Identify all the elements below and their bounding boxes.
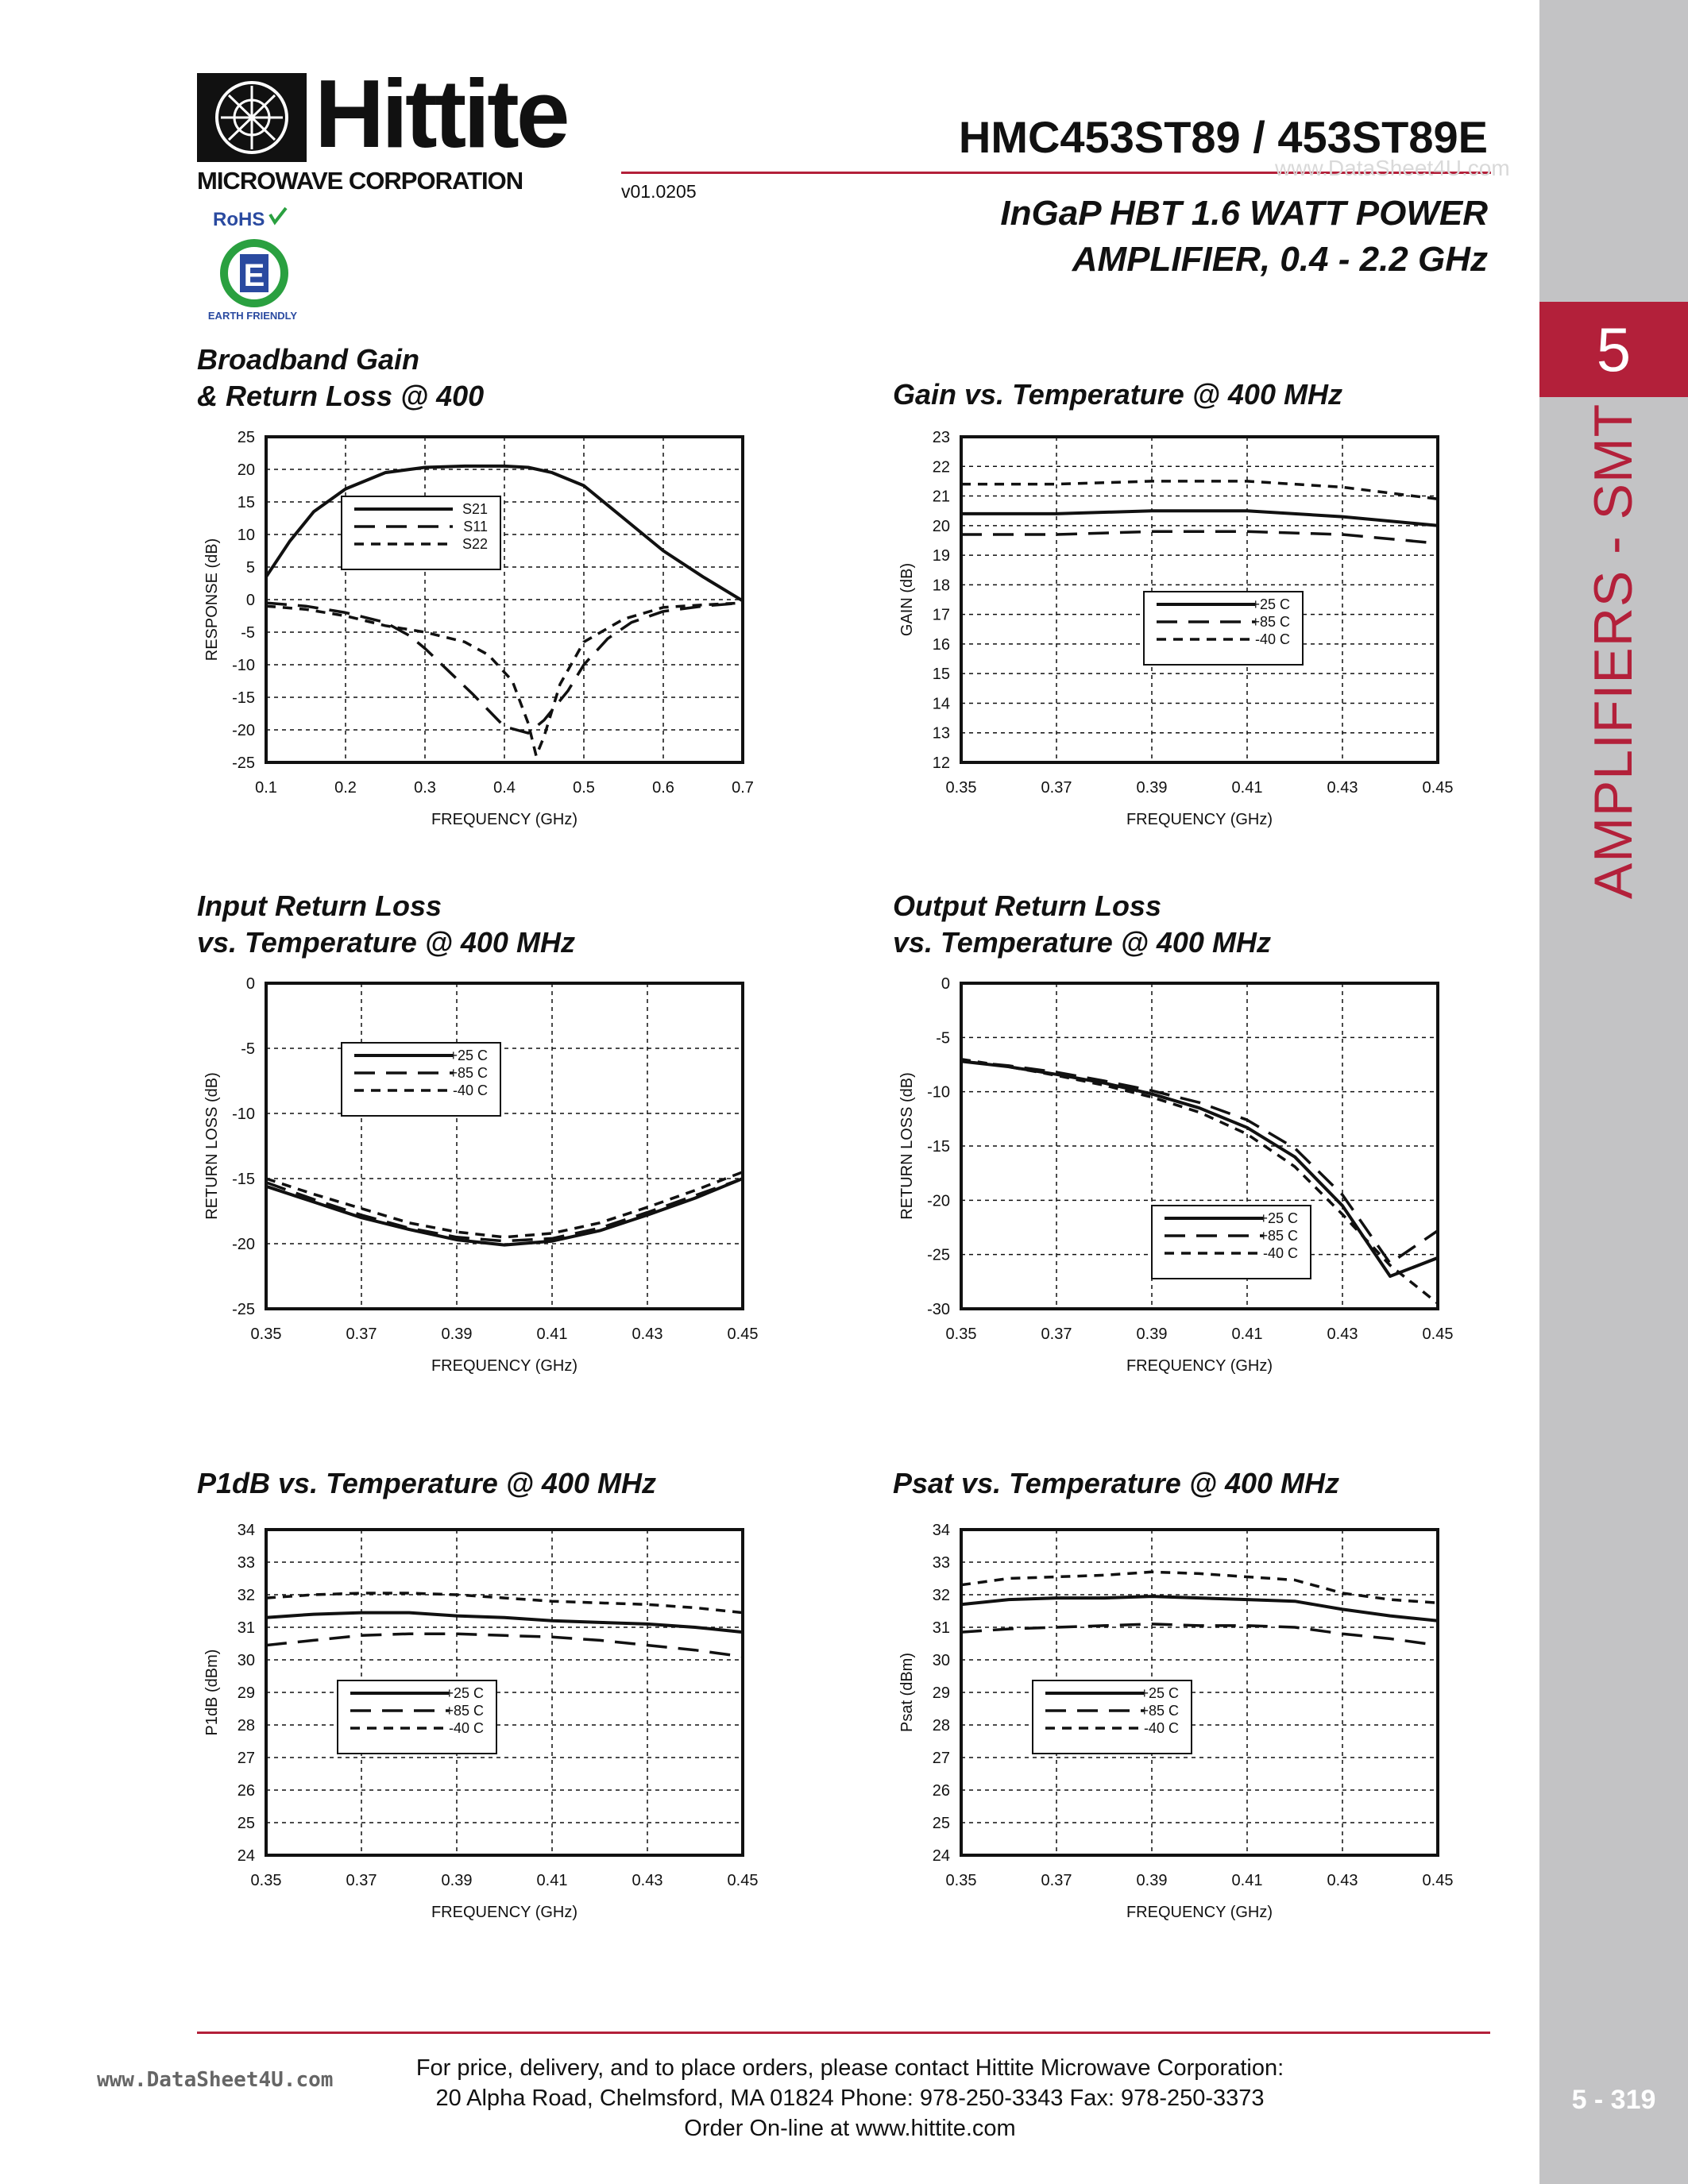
- y-tick-label: 27: [932, 1750, 950, 1767]
- series-line: [266, 1634, 743, 1657]
- chart-title-line: Broadband Gain: [197, 343, 420, 376]
- x-tick-label: 0.4: [493, 779, 516, 797]
- y-tick-label: 21: [932, 488, 950, 506]
- y-tick-label: 28: [932, 1717, 950, 1734]
- x-tick-label: 0.41: [536, 1325, 568, 1343]
- x-tick-label: 0.3: [414, 779, 436, 797]
- rohs-caption: EARTH FRIENDLY: [207, 310, 298, 322]
- legend-label: +85 C: [1259, 1228, 1298, 1244]
- chart-legend: [1152, 1206, 1311, 1279]
- y-tick-label: 28: [237, 1717, 255, 1734]
- y-tick-label: 14: [932, 695, 950, 713]
- legend-label: +85 C: [1251, 614, 1290, 630]
- series-line: [961, 511, 1438, 526]
- footer-divider: [197, 2032, 1490, 2034]
- y-tick-label: 29: [932, 1684, 950, 1702]
- y-axis-label: RETURN LOSS (dB): [898, 1072, 916, 1220]
- series-line: [266, 1613, 743, 1633]
- x-tick-label: 0.2: [334, 779, 357, 797]
- rohs-label: RoHS: [213, 209, 265, 230]
- y-tick-label: 26: [237, 1782, 255, 1800]
- legend-label: +85 C: [445, 1703, 484, 1719]
- logo-emblem: [197, 73, 307, 162]
- x-tick-label: 0.43: [1327, 1325, 1358, 1343]
- y-tick-label: 29: [237, 1684, 255, 1702]
- chart-legend: [1033, 1680, 1192, 1754]
- legend-label: S11: [463, 519, 488, 534]
- rohs-e-letter: E: [243, 258, 265, 293]
- chart-title-line: vs. Temperature @ 400 MHz: [197, 926, 575, 959]
- watermark-bottom: www.DataSheet4U.com: [97, 2068, 334, 2092]
- y-tick-label: 22: [932, 458, 950, 477]
- x-tick-label: 0.35: [945, 1325, 977, 1343]
- x-tick-label: 0.39: [1136, 779, 1168, 797]
- x-tick-label: 0.6: [652, 779, 674, 797]
- x-axis-label: FREQUENCY (GHz): [1126, 1904, 1273, 1921]
- y-tick-label: -25: [232, 1301, 255, 1318]
- y-tick-label: 34: [932, 1522, 950, 1539]
- x-tick-label: 0.1: [255, 779, 277, 797]
- y-tick-label: 20: [932, 517, 950, 535]
- watermark-top: www.DataSheet4U.com: [1275, 156, 1510, 180]
- y-tick-label: -20: [232, 722, 255, 739]
- y-tick-label: 24: [237, 1847, 255, 1865]
- x-axis-label: FREQUENCY (GHz): [431, 811, 578, 828]
- y-axis-label: GAIN (dB): [898, 562, 916, 637]
- y-tick-label: -25: [927, 1246, 950, 1264]
- y-tick-label: -30: [927, 1301, 950, 1318]
- subtitle-line-1: InGaP HBT 1.6 WATT POWER: [1000, 194, 1488, 233]
- x-tick-label: 0.43: [1327, 1872, 1358, 1889]
- x-tick-label: 0.37: [346, 1872, 377, 1889]
- y-tick-label: -5: [241, 1040, 255, 1058]
- chart-legend: [342, 496, 500, 569]
- y-tick-label: -15: [232, 1171, 255, 1188]
- y-axis-label: RESPONSE (dB): [203, 538, 221, 662]
- x-tick-label: 0.39: [1136, 1872, 1168, 1889]
- y-tick-label: 15: [932, 666, 950, 684]
- chart-title-line: P1dB vs. Temperature @ 400 MHz: [197, 1467, 656, 1499]
- chart-p1db-vs-temperature: [183, 1514, 786, 1927]
- x-axis-label: FREQUENCY (GHz): [431, 1904, 578, 1921]
- chart-input-return-loss: [183, 967, 786, 1380]
- y-tick-label: 20: [237, 461, 255, 479]
- logo-subtitle: MICROWAVE CORPORATION: [197, 167, 523, 195]
- chart-psat-vs-temperature: [878, 1514, 1481, 1927]
- y-tick-label: -20: [232, 1236, 255, 1253]
- legend-label: +25 C: [1140, 1685, 1179, 1701]
- footer-line-3: Order On-line at www.hittite.com: [684, 2116, 1016, 2141]
- chart-gain-vs-temperature: [878, 421, 1481, 834]
- y-tick-label: 0: [941, 975, 950, 993]
- x-tick-label: 0.7: [732, 779, 754, 797]
- y-tick-label: 25: [932, 1815, 950, 1832]
- x-tick-label: 0.39: [441, 1872, 473, 1889]
- x-axis-label: FREQUENCY (GHz): [1126, 1357, 1273, 1375]
- y-tick-label: 33: [932, 1554, 950, 1572]
- subtitle-line-2: AMPLIFIER, 0.4 - 2.2 GHz: [1072, 240, 1488, 279]
- x-tick-label: 0.41: [1231, 779, 1263, 797]
- chart-title-line: vs. Temperature @ 400 MHz: [893, 926, 1271, 959]
- y-tick-label: -15: [232, 689, 255, 707]
- chart-title-line: Output Return Loss: [893, 889, 1161, 922]
- x-tick-label: 0.45: [1422, 1325, 1454, 1343]
- chart-legend: [338, 1680, 496, 1754]
- y-tick-label: 12: [932, 754, 950, 772]
- x-tick-label: 0.39: [441, 1325, 473, 1343]
- logo-wordmark: Hittite: [315, 60, 567, 168]
- rohs-earth-icon: [197, 205, 308, 324]
- x-tick-label: 0.37: [346, 1325, 377, 1343]
- y-tick-label: -25: [232, 754, 255, 772]
- legend-label: +25 C: [445, 1685, 484, 1701]
- chart-title-line: Input Return Loss: [197, 889, 442, 922]
- y-tick-label: -10: [232, 1106, 255, 1123]
- legend-label: +25 C: [1251, 596, 1290, 612]
- y-tick-label: 10: [237, 527, 255, 544]
- legend-label: +85 C: [1140, 1703, 1179, 1719]
- x-tick-label: 0.45: [1422, 779, 1454, 797]
- x-tick-label: 0.37: [1041, 1872, 1072, 1889]
- y-tick-label: 16: [932, 635, 950, 654]
- x-tick-label: 0.37: [1041, 779, 1072, 797]
- plot-frame: [266, 983, 743, 1309]
- y-axis-label: RETURN LOSS (dB): [203, 1072, 221, 1220]
- x-tick-label: 0.35: [250, 1872, 282, 1889]
- series-line: [961, 531, 1438, 543]
- y-tick-label: 0: [245, 975, 255, 993]
- x-tick-label: 0.5: [573, 779, 595, 797]
- footer-contact: [254, 2053, 1446, 2143]
- y-tick-label: 25: [237, 1815, 255, 1832]
- series-line: [961, 1596, 1438, 1621]
- y-tick-label: 30: [237, 1652, 255, 1669]
- y-tick-label: 17: [932, 606, 950, 624]
- chart-legend: [342, 1043, 500, 1116]
- y-tick-label: -15: [927, 1138, 950, 1156]
- legend-label: +25 C: [449, 1048, 488, 1063]
- chart-title-line: Gain vs. Temperature @ 400 MHz: [893, 378, 1342, 411]
- section-title-vertical: AMPLIFIERS - SMT: [1583, 403, 1644, 900]
- y-tick-label: 31: [237, 1619, 255, 1637]
- y-tick-label: 32: [932, 1587, 950, 1604]
- page-number: 5 - 319: [1571, 2085, 1656, 2115]
- x-tick-label: 0.43: [632, 1872, 663, 1889]
- legend-label: +25 C: [1259, 1210, 1298, 1226]
- chart-title-line: & Return Loss @ 400: [197, 380, 485, 412]
- y-tick-label: 32: [237, 1587, 255, 1604]
- y-tick-label: 23: [932, 429, 950, 446]
- series-line: [266, 1593, 743, 1613]
- legend-label: +85 C: [449, 1065, 488, 1081]
- y-tick-label: 18: [932, 577, 950, 595]
- x-tick-label: 0.45: [727, 1872, 759, 1889]
- y-tick-label: 19: [932, 547, 950, 565]
- legend-label: -40 C: [448, 1720, 484, 1736]
- legend-label: -40 C: [1254, 631, 1290, 647]
- legend-label: S21: [462, 501, 488, 517]
- chart-title-output-rl: [893, 888, 1271, 961]
- footer-line-1: For price, delivery, and to place orders, please contact Hittite Microwave Corporation:: [415, 2055, 1284, 2081]
- y-tick-label: 33: [237, 1554, 255, 1572]
- part-number: HMC453ST89 / 453ST89E: [958, 112, 1488, 162]
- logo-emblem-icon: [197, 73, 307, 162]
- rohs-badge: [197, 205, 308, 324]
- chart-title-input-rl: [197, 888, 575, 961]
- y-tick-label: -10: [927, 1083, 950, 1102]
- y-tick-label: -5: [936, 1029, 950, 1048]
- chart-title-gain-rl: [197, 341, 484, 415]
- footer-line-2: 20 Alpha Road, Chelmsford, MA 01824 Phone: 978-250-3343 Fax: 978-250-3373: [435, 2086, 1265, 2111]
- y-tick-label: 27: [237, 1750, 255, 1767]
- section-sidebar: [1539, 0, 1688, 2184]
- chart-title-psat: [893, 1465, 1339, 1502]
- y-tick-label: 31: [932, 1619, 950, 1637]
- x-tick-label: 0.43: [632, 1325, 663, 1343]
- product-subtitle: [1000, 191, 1488, 283]
- legend-label: -40 C: [1262, 1245, 1298, 1261]
- y-tick-label: 0: [245, 592, 255, 609]
- chart-legend: [1144, 592, 1303, 665]
- x-tick-label: 0.35: [945, 1872, 977, 1889]
- x-tick-label: 0.37: [1041, 1325, 1072, 1343]
- chart-title-line: Psat vs. Temperature @ 400 MHz: [893, 1467, 1339, 1499]
- x-tick-label: 0.45: [1422, 1872, 1454, 1889]
- legend-label: S22: [462, 536, 488, 552]
- y-tick-label: -10: [232, 657, 255, 674]
- y-tick-label: 30: [932, 1652, 950, 1669]
- y-tick-label: 5: [245, 559, 255, 577]
- x-tick-label: 0.41: [536, 1872, 568, 1889]
- chart-title-p1db: [197, 1465, 656, 1502]
- x-axis-label: FREQUENCY (GHz): [431, 1357, 578, 1375]
- document-version: v01.0205: [621, 181, 697, 202]
- hittite-logo: [197, 60, 604, 200]
- y-tick-label: 26: [932, 1782, 950, 1800]
- y-axis-label: Psat (dBm): [898, 1652, 916, 1733]
- section-number-tab: 5: [1539, 302, 1688, 397]
- x-tick-label: 0.39: [1136, 1325, 1168, 1343]
- y-tick-label: -20: [927, 1192, 950, 1210]
- series-line: [266, 1179, 743, 1245]
- x-tick-label: 0.35: [250, 1325, 282, 1343]
- chart-output-return-loss: [878, 967, 1481, 1380]
- x-tick-label: 0.35: [945, 779, 977, 797]
- y-tick-label: 34: [237, 1522, 255, 1539]
- y-tick-label: -5: [241, 624, 255, 642]
- y-axis-label: P1dB (dBm): [203, 1649, 221, 1736]
- x-tick-label: 0.41: [1231, 1325, 1263, 1343]
- x-tick-label: 0.41: [1231, 1872, 1263, 1889]
- chart-title-gain-temp: [893, 376, 1342, 413]
- x-tick-label: 0.43: [1327, 779, 1358, 797]
- y-tick-label: 25: [237, 429, 255, 446]
- legend-label: -40 C: [1143, 1720, 1179, 1736]
- y-tick-label: 24: [932, 1847, 950, 1865]
- y-tick-label: 15: [237, 494, 255, 511]
- y-tick-label: 13: [932, 724, 950, 743]
- x-tick-label: 0.45: [727, 1325, 759, 1343]
- x-axis-label: FREQUENCY (GHz): [1126, 811, 1273, 828]
- chart-broadband-gain-return-loss: [183, 421, 786, 834]
- legend-label: -40 C: [452, 1082, 488, 1098]
